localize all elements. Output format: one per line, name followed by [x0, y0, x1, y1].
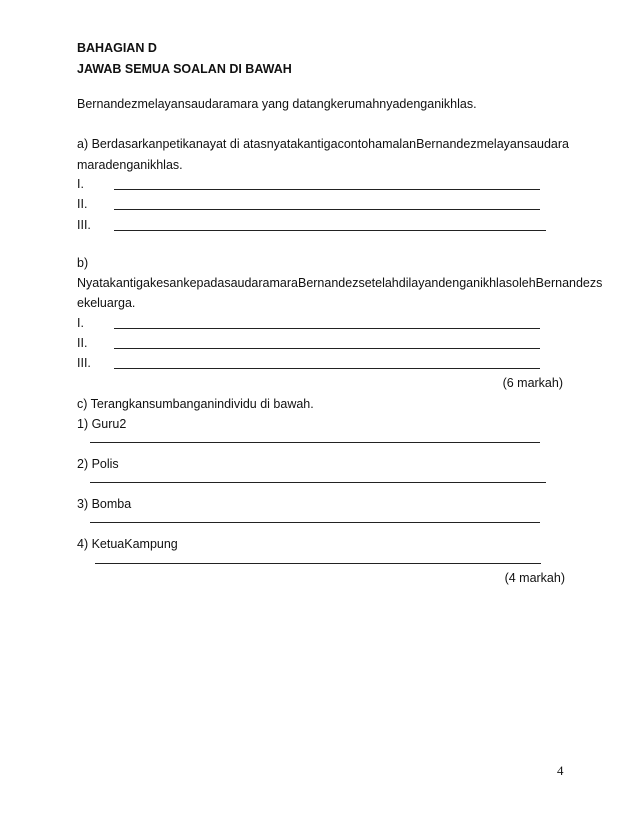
part-c-item-3: 3) Bomba: [77, 497, 132, 511]
part-b-numeral-1: I.: [77, 316, 84, 330]
passage-text: Bernandezmelayansaudaramara yang datangkerumahnyadenganikhlas.: [77, 97, 477, 111]
section-instruction: JAWAB SEMUA SOALAN DI BAWAH: [77, 62, 292, 76]
part-b-question-line2: ekeluarga.: [77, 296, 136, 310]
part-c-question: c) Terangkansumbanganindividu di bawah.: [77, 397, 314, 411]
part-a-numeral-1: I.: [77, 177, 84, 191]
part-b-answer-line-3[interactable]: [114, 368, 540, 369]
part-b-question-line1: NyatakantigakesankepadasaudaramaraBernandezsetelahdilayandenganikhlasolehBernandezs: [77, 276, 603, 290]
part-b-label: b): [77, 256, 89, 270]
section-title: BAHAGIAN D: [77, 41, 157, 55]
part-b-answer-line-1[interactable]: [114, 328, 540, 329]
part-a-question-line2: maradenganikhlas.: [77, 158, 183, 172]
part-c-item-1: 1) Guru2: [77, 417, 127, 431]
part-c-answer-line-3[interactable]: [90, 522, 540, 523]
part-b-numeral-2: II.: [77, 336, 88, 350]
part-a-answer-line-2[interactable]: [114, 209, 540, 210]
part-a-answer-line-3[interactable]: [114, 230, 546, 231]
part-b-answer-line-2[interactable]: [114, 348, 540, 349]
part-c-answer-line-1[interactable]: [90, 442, 540, 443]
part-c-item-4: 4) KetuaKampung: [77, 537, 178, 551]
page-number: 4: [557, 763, 564, 778]
part-a-question-line1: a) Berdasarkanpetikanayat di atasnyatakantigacontohamalanBernandezmelayansaudara: [77, 137, 569, 151]
part-c-item-2: 2) Polis: [77, 457, 119, 471]
part-c-marks: (4 markah): [504, 571, 565, 585]
part-b-numeral-3: III.: [77, 356, 91, 370]
part-c-answer-line-4[interactable]: [95, 563, 541, 564]
part-a-answer-line-1[interactable]: [114, 189, 540, 190]
part-c-answer-line-2[interactable]: [90, 482, 546, 483]
part-b-marks: (6 markah): [502, 376, 563, 390]
part-a-numeral-2: II.: [77, 197, 88, 211]
part-a-numeral-3: III.: [77, 218, 91, 232]
